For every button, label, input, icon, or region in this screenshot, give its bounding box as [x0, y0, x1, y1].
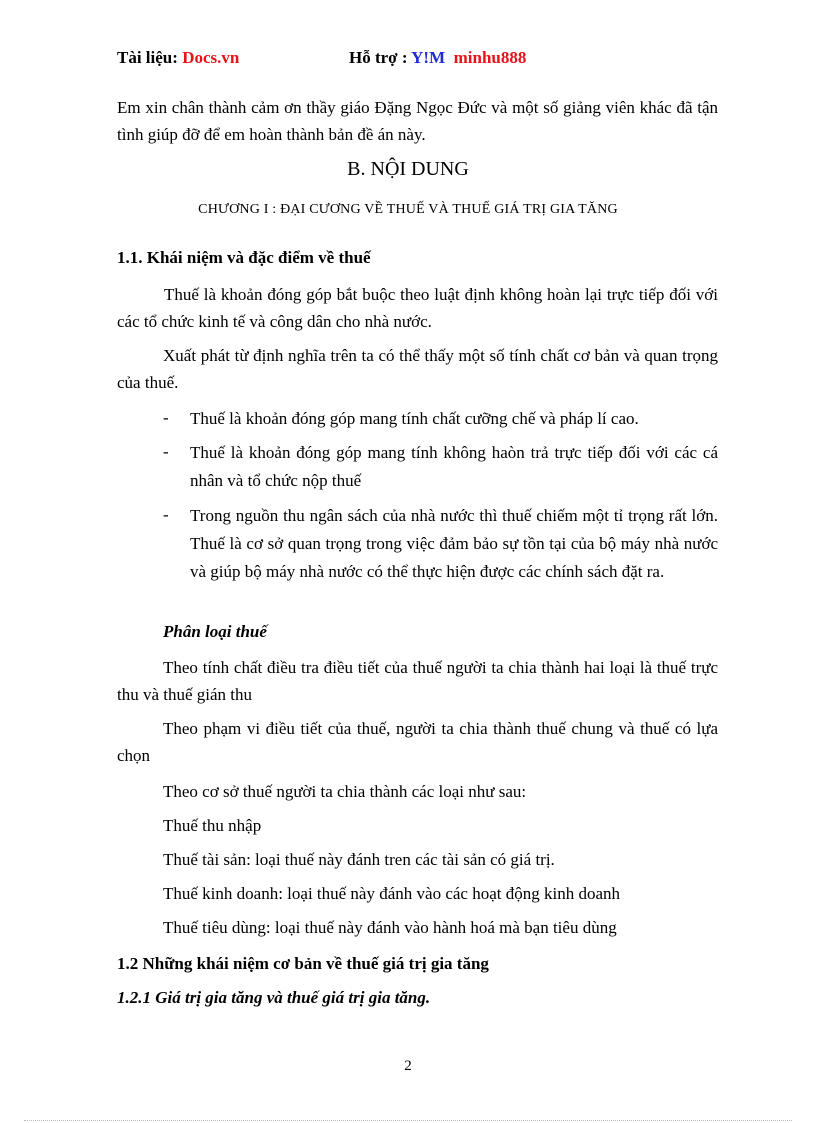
heading-1-2-1: 1.2.1 Giá trị gia tăng và thuế giá trị gia tăng.: [117, 988, 431, 1007]
bullet-mark: -: [163, 408, 169, 427]
page-number: 2: [404, 1058, 412, 1074]
header-support: [349, 48, 526, 68]
chapter-title: CHƯƠNG I : ĐẠI CƯƠNG VỀ THUẾ VÀ THUẾ GIÁ TRỊ GIA TĂNG: [198, 202, 618, 217]
header-support-sep: :: [397, 48, 412, 67]
bullet-item: Thuế là khoản đóng góp mang tính không haòn trả trực tiếp đối với các cá nhân và tổ chức nộp thuế: [190, 443, 718, 490]
heading-1-2: 1.2 Những khái niệm cơ bản về thuế giá trị gia tăng: [117, 954, 489, 973]
paragraph-classification-2: Theo phạm vi điều tiết của thuế, người ta chia thành thuế chung và thuế có lựa chọn: [117, 719, 718, 765]
header-source: [117, 48, 239, 68]
paragraph-classification-1: Theo tính chất điều tra điều tiết của thuế người ta chia thành hai loại là thuế trực thu và thuế gián thu: [117, 658, 718, 704]
intro-paragraph: Em xin chân thành cảm ơn thầy giáo Đặng Ngọc Đức và một số giảng viên khác đã tận tình giúp đỡ để em hoàn thành bản đề án này.: [117, 98, 718, 144]
tax-basis-intro: Theo cơ sở thuế người ta chia thành các loại như sau:: [163, 782, 527, 801]
paragraph-definition: Thuế là khoản đóng góp bắt buộc theo luật định không hoàn lại trực tiếp đối với các tổ chức kinh tế và công dân cho nhà nước.: [117, 285, 718, 331]
heading-1-1: 1.1. Khái niệm và đặc điểm về thuế: [117, 248, 371, 267]
header-ym-id: minhu888: [453, 48, 527, 67]
bullet-item: Trong nguồn thu ngân sách của nhà nước thì thuế chiếm một tỉ trọng rất lớn. Thuế là cơ sở quan trọng trong việc đảm bảo sự tồn tại của bộ máy nhà nước và giúp bộ máy nhà nước có thể thực hiện được các chính sách đặt ra.: [190, 506, 718, 581]
bullet-mark: -: [163, 505, 169, 524]
heading-classification: Phân loại thuế: [163, 622, 267, 641]
bullet-item: Thuế là khoản đóng góp mang tính chất cưỡng chế và pháp lí cao.: [190, 409, 639, 428]
section-title: B. NỘI DUNG: [347, 158, 469, 180]
header-site-link[interactable]: Docs.vn: [182, 48, 240, 67]
header-support-label: Hỗ trợ: [349, 48, 398, 67]
header-ym-label: Y!M: [411, 48, 446, 67]
tax-type-item: Thuế kinh doanh: loại thuế này đánh vào các hoạt động kinh doanh: [163, 884, 620, 903]
paragraph-properties: Xuất phát từ định nghĩa trên ta có thể thấy một số tính chất cơ bản và quan trọng của thuế.: [117, 346, 718, 392]
page-bottom-rule: [24, 1120, 792, 1121]
header-doc-sep: :: [172, 48, 183, 67]
tax-type-item: Thuế tài sản: loại thuế này đánh tren các tài sản có giá trị.: [163, 850, 555, 869]
tax-type-item: Thuế thu nhập: [163, 816, 262, 835]
header-doc-label: Tài liệu: [117, 48, 173, 67]
tax-type-item: Thuế tiêu dùng: loại thuế này đánh vào hành hoá mà bạn tiêu dùng: [163, 918, 617, 937]
bullet-mark: -: [163, 442, 169, 461]
